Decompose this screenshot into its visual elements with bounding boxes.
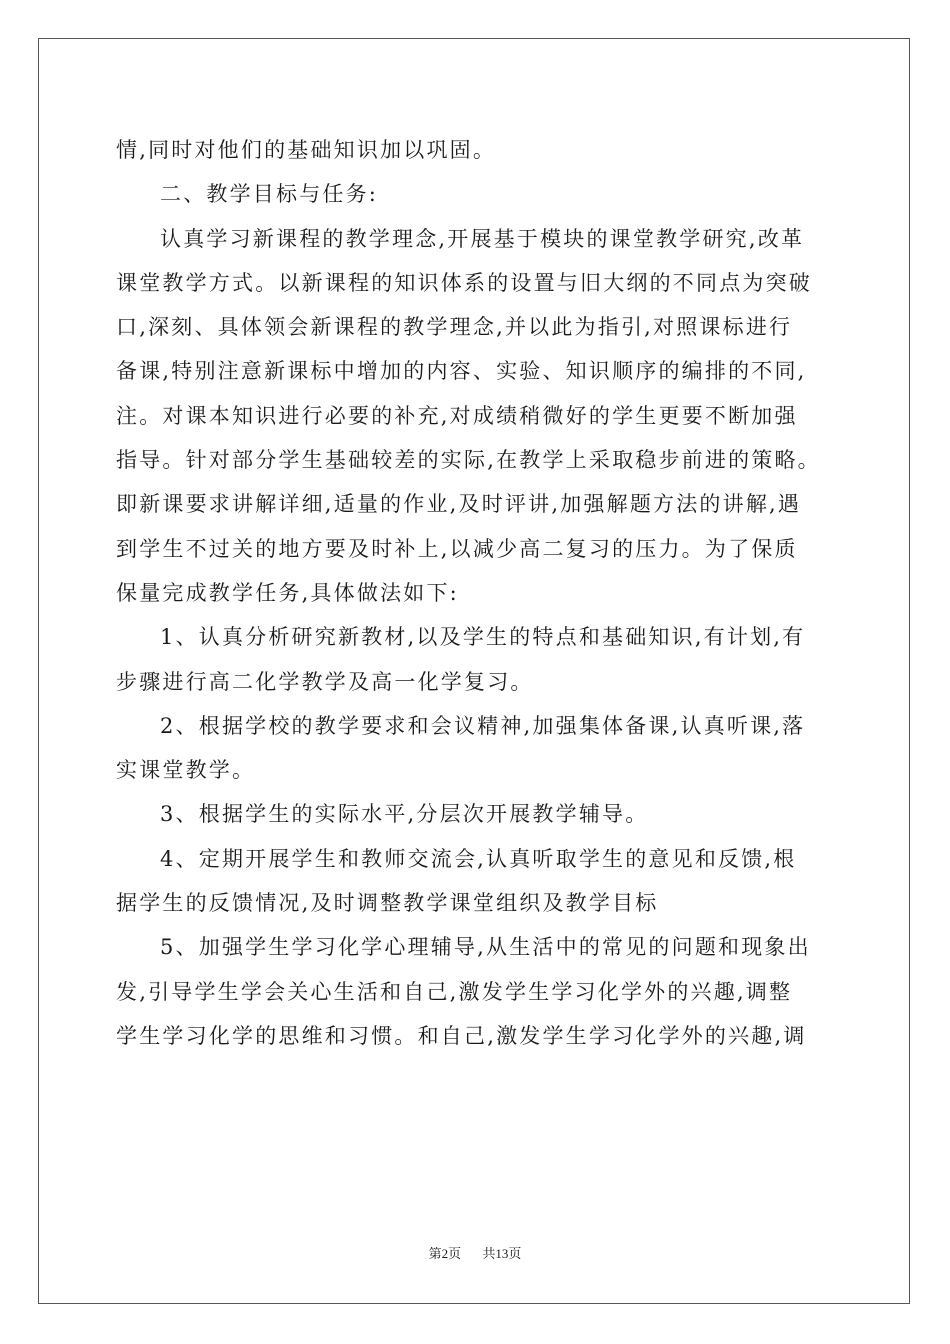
list-item: 2、根据学校的教学要求和会议精神,加强集体备课,认真听课,落	[160, 713, 806, 738]
page-number: 第2页	[428, 1246, 462, 1261]
text-line: 学生学习化学的思维和习惯。和自己,激发学生学习化学外的兴趣,调	[116, 1023, 807, 1048]
text-line: 情,同时对他们的基础知识加以巩固。	[116, 138, 497, 162]
text-line: 到学生不过关的地方要及时补上,以减少高二复习的压力。为了保质	[116, 536, 798, 561]
page-footer	[0, 1246, 950, 1262]
text-line: 步骤进行高二化学教学及高一化学复习。	[116, 669, 534, 694]
text-line: 注。对课本知识进行必要的补充,对成绩稍微好的学生更要不断加强	[116, 403, 798, 428]
text-line: 实课堂教学。	[116, 758, 256, 783]
page-total: 共13页	[482, 1246, 522, 1261]
list-item: 3、根据学生的实际水平,分层次开展教学辅导。	[160, 802, 649, 827]
text-line: 发,引导学生学会关心生活和自己,激发学生学习化学外的兴趣,调整	[116, 979, 793, 1004]
list-item: 4、定期开展学生和教师交流会,认真听取学生的意见和反馈,根	[160, 846, 797, 871]
text-line: 认真学习新课程的教学理念,开展基于模块的课堂教学研究,改革	[160, 226, 805, 251]
text-line: 口,深刻、具体领会新课程的教学理念,并以此为指引,对照课标进行	[116, 315, 793, 340]
list-item: 5、加强学生学习化学心理辅导,从生活中的常见的问题和现象出	[160, 935, 811, 960]
text-line: 保量完成教学任务,具体做法如下:	[116, 580, 459, 605]
text-line: 即新课要求讲解详细,适量的作业,及时评讲,加强解题方法的讲解,遇	[116, 492, 802, 517]
text-line: 备课,特别注意新课标中增加的内容、实验、知识顺序的编排的不同,	[116, 359, 807, 384]
document-body	[116, 128, 840, 1058]
text-line: 课堂教学方式。以新课程的知识体系的设置与旧大纲的不同点为突破	[116, 270, 812, 295]
list-item: 1、认真分析研究新教材,以及学生的特点和基础知识,有计划,有	[160, 625, 806, 650]
text-line: 指导。针对部分学生基础较差的实际,在教学上采取稳步前进的策略。	[116, 448, 821, 473]
section-heading: 二、教学目标与任务:	[160, 182, 379, 207]
text-line: 据学生的反馈情况,及时调整教学课堂组织及教学目标	[116, 891, 659, 916]
